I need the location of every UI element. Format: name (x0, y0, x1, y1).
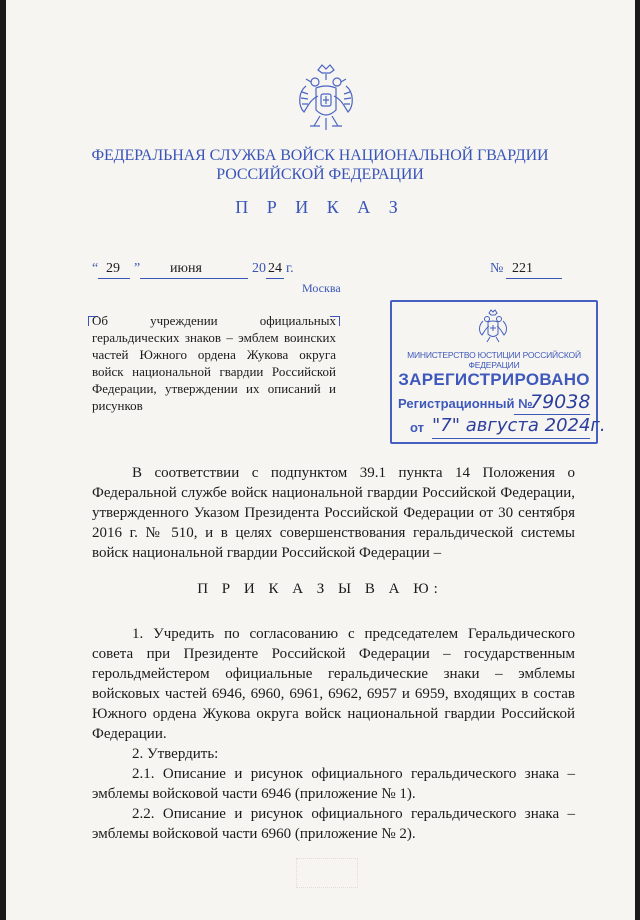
agency-line-2: РОССИЙСКОЙ ФЕДЕРАЦИИ (216, 166, 424, 183)
date-year-prefix: 20 (252, 261, 266, 276)
decree-heading: П Р И К А З Ы В А Ю: (197, 581, 443, 597)
order-item: 1. Учредить по согласованию с председателем Геральдического совета при Президенте Российской Федерации – государственным герольдмейстером официальные геральдические знаки – эмблемы войсковых частей 6946, 6960, 6961, 6962, 6957 и 6959, входящих в состав Южного ордена Жукова округа войск национальной гвардии Российской Федерации. (92, 626, 575, 742)
city: Москва (302, 281, 341, 295)
stamp-reg-number: 79038 (530, 391, 591, 413)
date-quote-close: ” (134, 261, 141, 276)
stamp-date-value: "7" августа 2024г. (432, 415, 606, 436)
date-year-suffix: 24 (268, 261, 282, 276)
date-quote-open: “ (92, 261, 99, 276)
date-day: 29 (106, 261, 120, 276)
order-item: 2.2. Описание и рисунок официального геральдического знака – эмблемы войсковой части 6960 (приложение № 2). (92, 806, 575, 842)
scan-edge-right (635, 0, 640, 920)
order-items (92, 624, 575, 844)
order-number-sign: № (490, 261, 504, 276)
date-year-abbr: г. (286, 261, 294, 276)
scan-edge-left (0, 0, 6, 920)
stamp-date-underline (432, 438, 590, 439)
number-underline (506, 278, 562, 279)
date-month: июня (170, 261, 202, 276)
order-number: 221 (512, 261, 533, 276)
month-underline (140, 278, 248, 279)
faint-bleed-through-mark (296, 858, 358, 888)
agency-line-1: ФЕДЕРАЛЬНАЯ СЛУЖБА ВОЙСК НАЦИОНАЛЬНОЙ ГВАРДИИ (91, 147, 549, 164)
day-underline (98, 278, 130, 279)
stamp-reg-label: Регистрационный № (398, 396, 533, 411)
order-item: 2.1. Описание и рисунок официального геральдического знака – эмблемы войсковой части 6946 (приложение № 1). (92, 766, 575, 802)
subject-text: Об учреждении официальных геральдических знаков – эмблем воинских частей Южного ордена Жукова округа войск национальной гвардии Российской Федерации, утверждении их описаний и рисунков (92, 313, 336, 413)
double-headed-eagle-icon (478, 308, 508, 344)
stamp-date-label: от (410, 420, 424, 435)
stamp-status: ЗАРЕГИСТРИРОВАНО (398, 370, 590, 389)
registration-stamp (390, 300, 606, 444)
stamp-ministry: МИНИСТЕРСТВО ЮСТИЦИИ РОССИЙСКОЙ ФЕДЕРАЦИИ (407, 350, 581, 370)
double-headed-eagle-icon (296, 62, 356, 136)
order-title: П Р И К А З (235, 197, 405, 217)
preamble-paragraph: В соответствии с подпунктом 39.1 пункта 14 Положения о Федеральной службе войск национальной гвардии Российской Федерации, утвержденного Указом Президента Российской Федерации от 30 сентября 2016 г. № 510, и в целях совершенствования геральдической системы войск национальной гвардии Российской Федерации – (92, 465, 575, 561)
agency-name (60, 146, 580, 184)
year-underline (266, 278, 284, 279)
preamble (92, 463, 575, 563)
order-item: 2. Утвердить: (132, 746, 219, 762)
